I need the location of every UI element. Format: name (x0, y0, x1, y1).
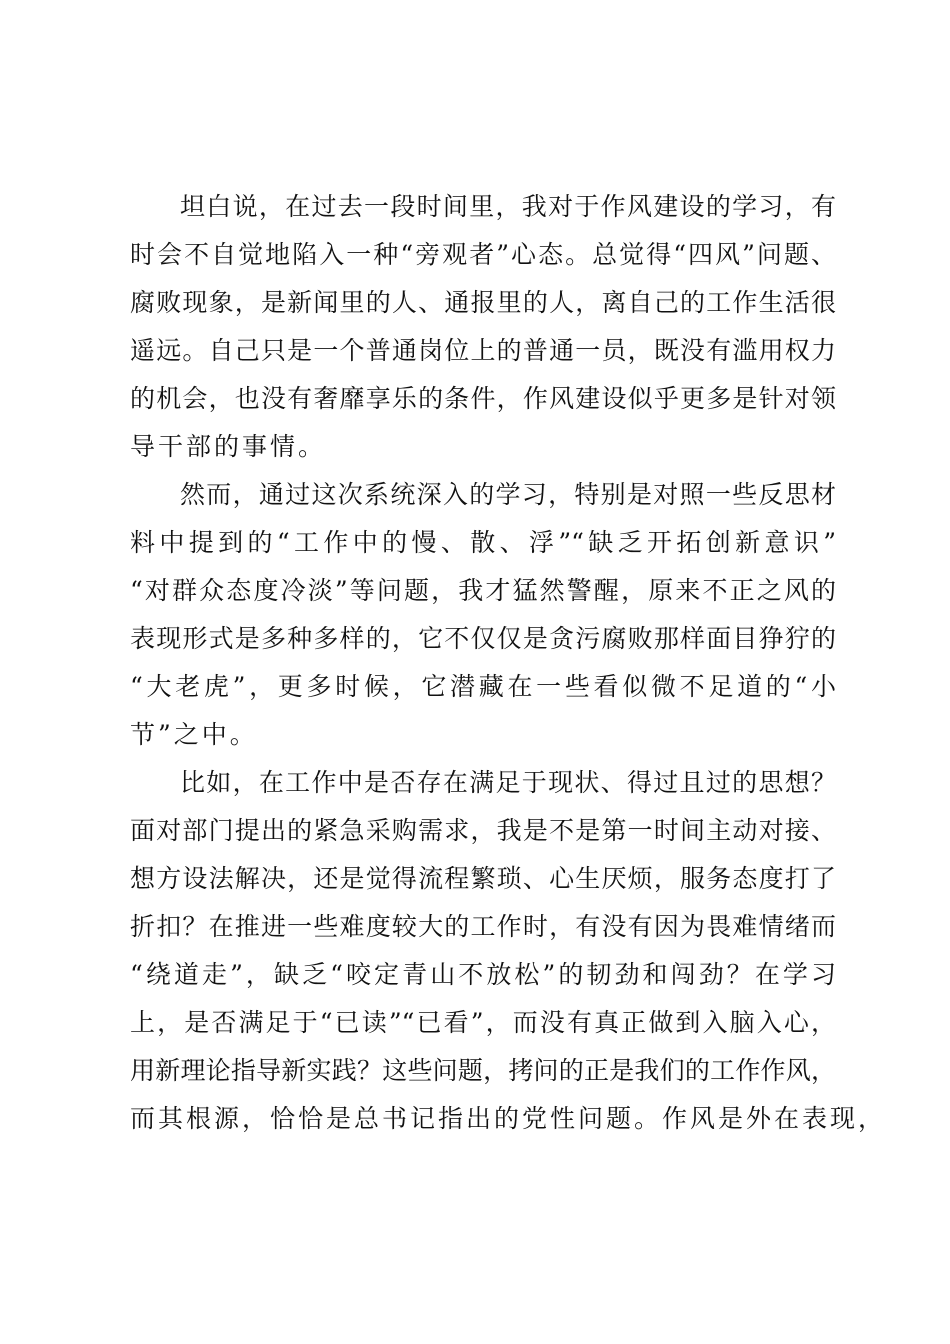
text-line: 遥远。自己只是一个普通岗位上的普通一员，既没有滥用权力 (130, 336, 836, 365)
document-body (130, 188, 887, 1148)
text-line: 比如，在工作中是否存在满足于现状、得过且过的思想？ (180, 768, 836, 797)
text-line: 用新理论指导新实践？这些问题，拷问的正是我们的工作作风， (130, 1056, 836, 1085)
text-line: 想方设法解决，还是觉得流程繁琐、心生厌烦，服务态度打了 (130, 864, 836, 893)
text-line: 导干部的事情。 (130, 432, 327, 461)
text-line: “绕道走”，缺乏“咬定青山不放松”的韧劲和闯劲？在学习 (130, 960, 836, 989)
text-line: 上，是否满足于“已读”“已看”，而没有真正做到入脑入心， (130, 1008, 836, 1037)
text-line: 坦白说，在过去一段时间里，我对于作风建设的学习，有 (180, 192, 836, 221)
text-line: 节”之中。 (130, 720, 258, 749)
text-line: 表现形式是多种多样的，它不仅仅是贪污腐败那样面目狰狞的 (130, 624, 836, 653)
text-line: “对群众态度冷淡”等问题，我才猛然警醒，原来不正之风的 (130, 576, 836, 605)
text-line: 腐败现象，是新闻里的人、通报里的人，离自己的工作生活很 (130, 288, 836, 317)
text-line: 的机会，也没有奢靡享乐的条件，作风建设似乎更多是针对领 (130, 384, 836, 413)
text-line: 料中提到的“工作中的慢、散、浮”“缺乏开拓创新意识” (130, 528, 836, 557)
paragraph-1 (130, 188, 836, 476)
text-line: 折扣？在推进一些难度较大的工作时，有没有因为畏难情绪而 (130, 912, 836, 941)
text-line: 时会不自觉地陷入一种“旁观者”心态。总觉得“四风”问题、 (130, 240, 836, 269)
paragraph-2 (130, 476, 836, 764)
text-line: 然而，通过这次系统深入的学习，特别是对照一些反思材 (180, 480, 836, 509)
text-line: 而其根源，恰恰是总书记指出的党性问题。作风是外在表现， (130, 1104, 887, 1133)
paragraph-3 (130, 764, 887, 1148)
text-line: “大老虎”，更多时候，它潜藏在一些看似微不足道的“小 (130, 672, 836, 701)
text-line: 面对部门提出的紧急采购需求，我是不是第一时间主动对接、 (130, 816, 836, 845)
